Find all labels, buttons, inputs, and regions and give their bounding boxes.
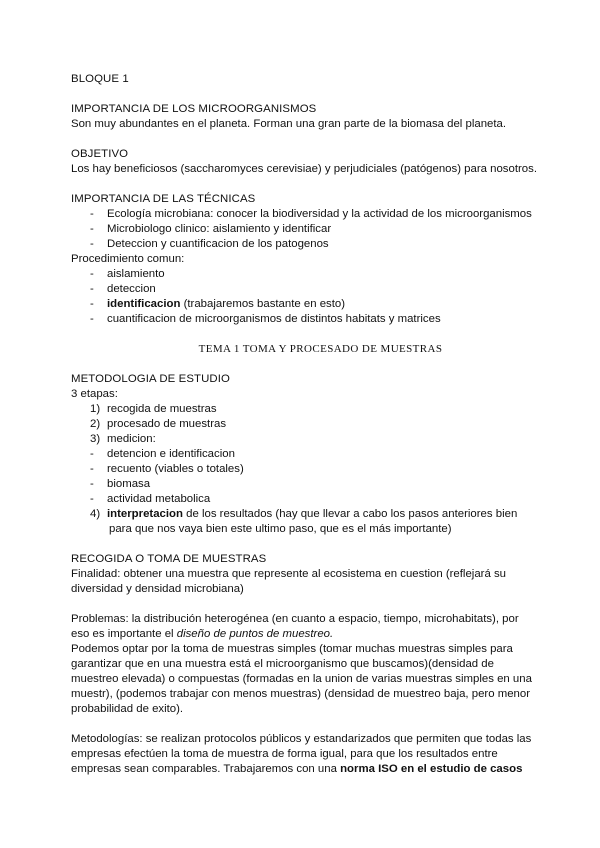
paragraph-line: Problemas: la distribución heterogénea (en cuanto a espacio, tiempo, microhabitats), por — [71, 613, 519, 625]
bold-term: norma ISO en el estudio de casos — [340, 763, 523, 775]
dash-marker: - — [90, 238, 94, 250]
dash-marker: - — [90, 493, 94, 505]
bold-term: identificacion — [107, 298, 181, 310]
list-item-text: (trabajaremos bastante en esto) — [180, 298, 346, 310]
list-item-text: aislamiento — [107, 268, 165, 280]
paragraph-line — [71, 762, 570, 777]
list-item — [71, 447, 570, 462]
list-item — [71, 237, 570, 252]
number-marker: 3) — [90, 433, 101, 445]
list-item — [71, 297, 570, 312]
procedimiento-heading: Procedimiento comun: — [71, 253, 185, 265]
section-heading-importancia-tecnicas: IMPORTANCIA DE LAS TÉCNICAS — [71, 193, 256, 205]
list-item-text: detencion e identificacion — [107, 448, 235, 460]
dash-marker: - — [90, 313, 94, 325]
list-item — [71, 462, 570, 477]
list-item — [71, 402, 570, 417]
section-heading-importancia-microorganismos: IMPORTANCIA DE LOS MICROORGANISMOS — [71, 103, 317, 115]
list-item — [71, 477, 570, 492]
list-item-text: medicion: — [107, 433, 156, 445]
block-title: BLOQUE 1 — [71, 73, 129, 85]
paragraph-line — [71, 627, 570, 642]
list-item — [71, 507, 570, 522]
list-item-continuation: para que nos vaya bien este ultimo paso, que es el más importante) — [109, 523, 452, 535]
dash-marker: - — [90, 298, 94, 310]
list-item-text: recogida de muestras — [107, 403, 217, 415]
number-marker: 4) — [90, 508, 101, 520]
list-item — [71, 222, 570, 237]
paragraph-line: muestr), (podemos trabajar con menos muestras) (densidad de muestreo baja, pero menor — [71, 688, 531, 700]
paragraph-line: Metodologías: se realizan protocolos públicos y estandarizados que permiten que todas las — [71, 733, 532, 745]
number-marker: 2) — [90, 418, 101, 430]
number-marker: 1) — [90, 403, 101, 415]
list-item-text: recuento (viables o totales) — [107, 463, 244, 475]
dash-marker: - — [90, 478, 94, 490]
list-item-text: procesado de muestras — [107, 418, 227, 430]
paragraph-line: empresas efectúen la toma de muestra de forma igual, para que los resultados entre — [71, 748, 498, 760]
bold-term: interpretacion — [107, 508, 183, 520]
paragraph-objetivo: Los hay beneficiosos (saccharomyces cerevisiae) y perjudiciales (patógenos) para nosotros. — [71, 163, 537, 175]
list-item — [71, 312, 570, 327]
paragraph-text: eso es importante el — [71, 628, 177, 640]
paragraph-line: garantizar que en una muestra está el microorganismo que buscamos)(densidad de — [71, 658, 494, 670]
dash-marker: - — [90, 223, 94, 235]
section-heading-metodologia: METODOLOGIA DE ESTUDIO — [71, 373, 230, 385]
list-item-text: Ecología microbiana: conocer la biodiversidad y la actividad de los microorganismos — [107, 208, 532, 220]
list-item — [71, 432, 570, 447]
list-item — [71, 492, 570, 507]
list-item — [71, 207, 570, 222]
list-item-text: Microbiologo clinico: aislamiento y identificar — [107, 223, 332, 235]
etapas-intro: 3 etapas: — [71, 388, 118, 400]
list-item-text: actividad metabolica — [107, 493, 211, 505]
list-item-text: cuantificacion de microorganismos de distintos habitats y matrices — [107, 313, 441, 325]
list-item-text: deteccion — [107, 283, 156, 295]
dash-marker: - — [90, 283, 94, 295]
list-item — [71, 282, 570, 297]
list-item — [71, 267, 570, 282]
paragraph-importancia: Son muy abundantes en el planeta. Forman una gran parte de la biomasa del planeta. — [71, 118, 507, 130]
dash-marker: - — [90, 268, 94, 280]
list-item — [71, 417, 570, 432]
paragraph-line: muestreo elevada) o compuestas (formadas en la union de varias muestras simples en una — [71, 673, 532, 685]
italic-term: diseño de puntos de muestreo. — [176, 628, 334, 640]
section-heading-recogida: RECOGIDA O TOMA DE MUESTRAS — [71, 553, 267, 565]
list-item-text: Deteccion y cuantificacion de los patogenos — [107, 238, 329, 250]
dash-marker: - — [90, 448, 94, 460]
paragraph-line: Podemos optar por la toma de muestras simples (tomar muchas muestras simples para — [71, 643, 513, 655]
list-item-text: de los resultados (hay que llevar a cabo los pasos anteriores bien — [182, 508, 518, 520]
section-heading-objetivo: OBJETIVO — [71, 148, 129, 160]
list-item-text: biomasa — [107, 478, 151, 490]
tema-title: TEMA 1 TOMA Y PROCESADO DE MUESTRAS — [198, 343, 443, 355]
dash-marker: - — [90, 208, 94, 220]
paragraph-line: probabilidad de exito). — [71, 703, 184, 715]
paragraph-text: empresas sean comparables. Trabajaremos con una — [71, 763, 341, 775]
paragraph-line: Finalidad: obtener una muestra que represente al ecosistema en cuestion (reflejará su — [71, 568, 506, 580]
dash-marker: - — [90, 463, 94, 475]
paragraph-line: diversidad y densidad microbiana) — [71, 583, 244, 595]
